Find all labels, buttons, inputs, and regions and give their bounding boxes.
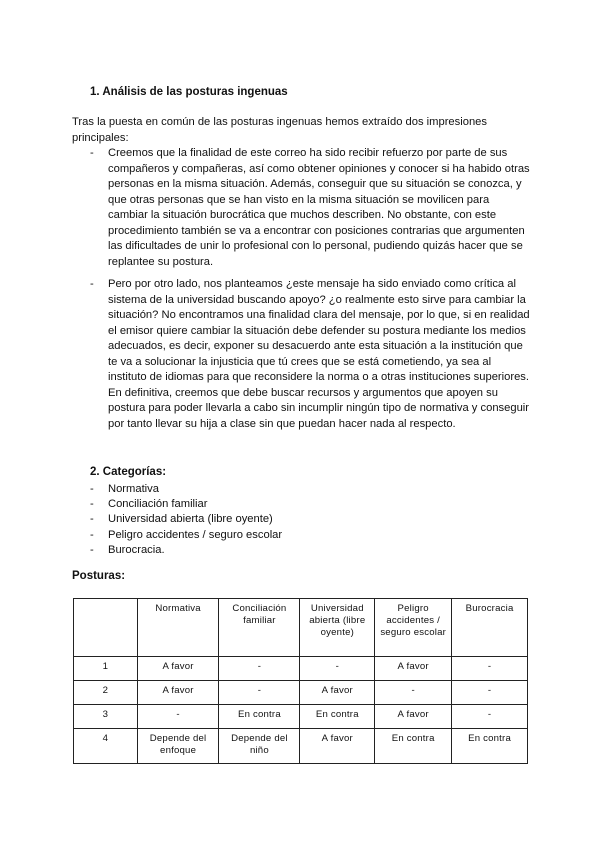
list-marker: - bbox=[90, 543, 94, 556]
intro-line: Tras la puesta en común de las posturas ingenuas hemos extraído dos impresiones bbox=[72, 116, 487, 128]
table-row bbox=[74, 681, 528, 705]
list-marker: - bbox=[90, 498, 94, 511]
bullet-line: te va a solucionar la injusticia que tú crees que se está cometiendo, ya sea al bbox=[108, 355, 492, 368]
table-cell: En contra bbox=[375, 729, 452, 764]
table-cell: - bbox=[219, 681, 300, 705]
posturas-table bbox=[73, 598, 528, 764]
intro-line: principales: bbox=[72, 131, 129, 144]
row-number: 4 bbox=[74, 729, 138, 764]
table-cell: - bbox=[452, 681, 528, 705]
bullet-line: las dificultades de unir lo profesional con lo personal, pudiendo quizás hacer que se bbox=[108, 240, 523, 252]
section-1-heading: 1. Análisis de las posturas ingenuas bbox=[90, 86, 288, 98]
table-cell: En contra bbox=[452, 729, 528, 764]
bullet-line: adecuados, es decir, exponer su desacuerdo ante esta situación a la institución que bbox=[108, 340, 523, 352]
column-header: Peligro accidentes / seguro escolar bbox=[375, 599, 452, 657]
row-number: 1 bbox=[74, 657, 138, 681]
table-row bbox=[74, 729, 528, 764]
bullet-line: Creemos que la finalidad de este correo ha sido recibir refuerzo por parte de sus bbox=[108, 147, 508, 159]
bullet-marker: - bbox=[90, 278, 94, 290]
bullet-line: procedimiento también se va a encontrar con posiciones contrarias que argumenten bbox=[108, 224, 525, 237]
table-header-row bbox=[74, 599, 528, 657]
bullet-marker: - bbox=[90, 147, 94, 159]
bullet-line: instituto de idiomas para que reconsidere la norma o a otras instituciones superiores. bbox=[108, 371, 530, 383]
table-cell: A favor bbox=[300, 729, 375, 764]
table-cell: - bbox=[219, 657, 300, 681]
intro-paragraph bbox=[72, 115, 487, 146]
bullet-line: personas en la misma situación. Además, conseguir que su situación se conozca, y bbox=[108, 178, 522, 190]
category-label: Peligro accidentes / seguro escolar bbox=[108, 528, 283, 541]
table-cell: - bbox=[375, 681, 452, 705]
table-cell: A favor bbox=[375, 657, 452, 681]
table-cell: - bbox=[452, 657, 528, 681]
row-number: 3 bbox=[74, 705, 138, 729]
section-2-heading: 2. Categorías: bbox=[90, 466, 167, 478]
bullet-line: compañeros y compañeras, así como obtener opiniones y conocer si ha habido otras bbox=[108, 162, 530, 175]
table-row bbox=[74, 657, 528, 681]
bullet-line: Pero por otro lado, nos planteamos ¿este mensaje ha sido enviado como crítica al bbox=[108, 278, 516, 290]
bullet-line: replantee su postura. bbox=[108, 255, 214, 268]
bullet-line: postura para poder llevarla a cabo sin incumplir ningún tipo de normativa y conseguir bbox=[108, 402, 530, 414]
table-cell: En contra bbox=[300, 705, 375, 729]
list-marker: - bbox=[90, 513, 94, 526]
category-label: Conciliación familiar bbox=[108, 498, 208, 511]
row-number: 2 bbox=[74, 681, 138, 705]
category-label: Burocracia. bbox=[108, 543, 165, 556]
table-cell: Depende del niño bbox=[219, 729, 300, 764]
list-marker: - bbox=[90, 483, 94, 495]
table-cell: Depende del enfoque bbox=[137, 729, 219, 764]
column-header: Universidad abierta (libre oyente) bbox=[300, 599, 375, 657]
bullet-line: que otras personas que se han visto en la misma situación se movilicen para bbox=[108, 193, 490, 206]
column-header: Burocracia bbox=[452, 599, 528, 657]
column-header bbox=[74, 599, 138, 657]
table-cell: A favor bbox=[137, 657, 219, 681]
bullet-line: cambiar la situación burocrática que muchos describen. No obstante, con este bbox=[108, 209, 497, 221]
list-marker: - bbox=[90, 528, 94, 541]
category-label: Normativa bbox=[108, 483, 159, 495]
table-row bbox=[74, 705, 528, 729]
table-cell: - bbox=[452, 705, 528, 729]
table-cell: En contra bbox=[219, 705, 300, 729]
bullet-line: En definitiva, creemos que debe buscar recursos y argumentos que apoyen su bbox=[108, 386, 498, 399]
table-cell: - bbox=[300, 657, 375, 681]
bullet-line: el emisor quiere cambiar la situación debe defender su postura mediante los medios bbox=[108, 324, 526, 337]
table-cell: - bbox=[137, 705, 219, 729]
bullet-line: por tanto llevar su hija a clase sin que puedan hacer nada al respecto. bbox=[108, 417, 456, 430]
category-label: Universidad abierta (libre oyente) bbox=[108, 513, 273, 526]
table-cell: A favor bbox=[300, 681, 375, 705]
table-cell: A favor bbox=[137, 681, 219, 705]
column-header: Normativa bbox=[137, 599, 219, 657]
column-header: Conciliación familiar bbox=[219, 599, 300, 657]
bullet-line: sistema de la universidad buscando apoyo? ¿o realmente esto sirve para cambiar la bbox=[108, 293, 526, 306]
bullet-line: situación? No encontramos una finalidad clara del mensaje, por lo que, si en realidad bbox=[108, 309, 530, 321]
posturas-heading: Posturas: bbox=[72, 570, 126, 582]
table-cell: A favor bbox=[375, 705, 452, 729]
